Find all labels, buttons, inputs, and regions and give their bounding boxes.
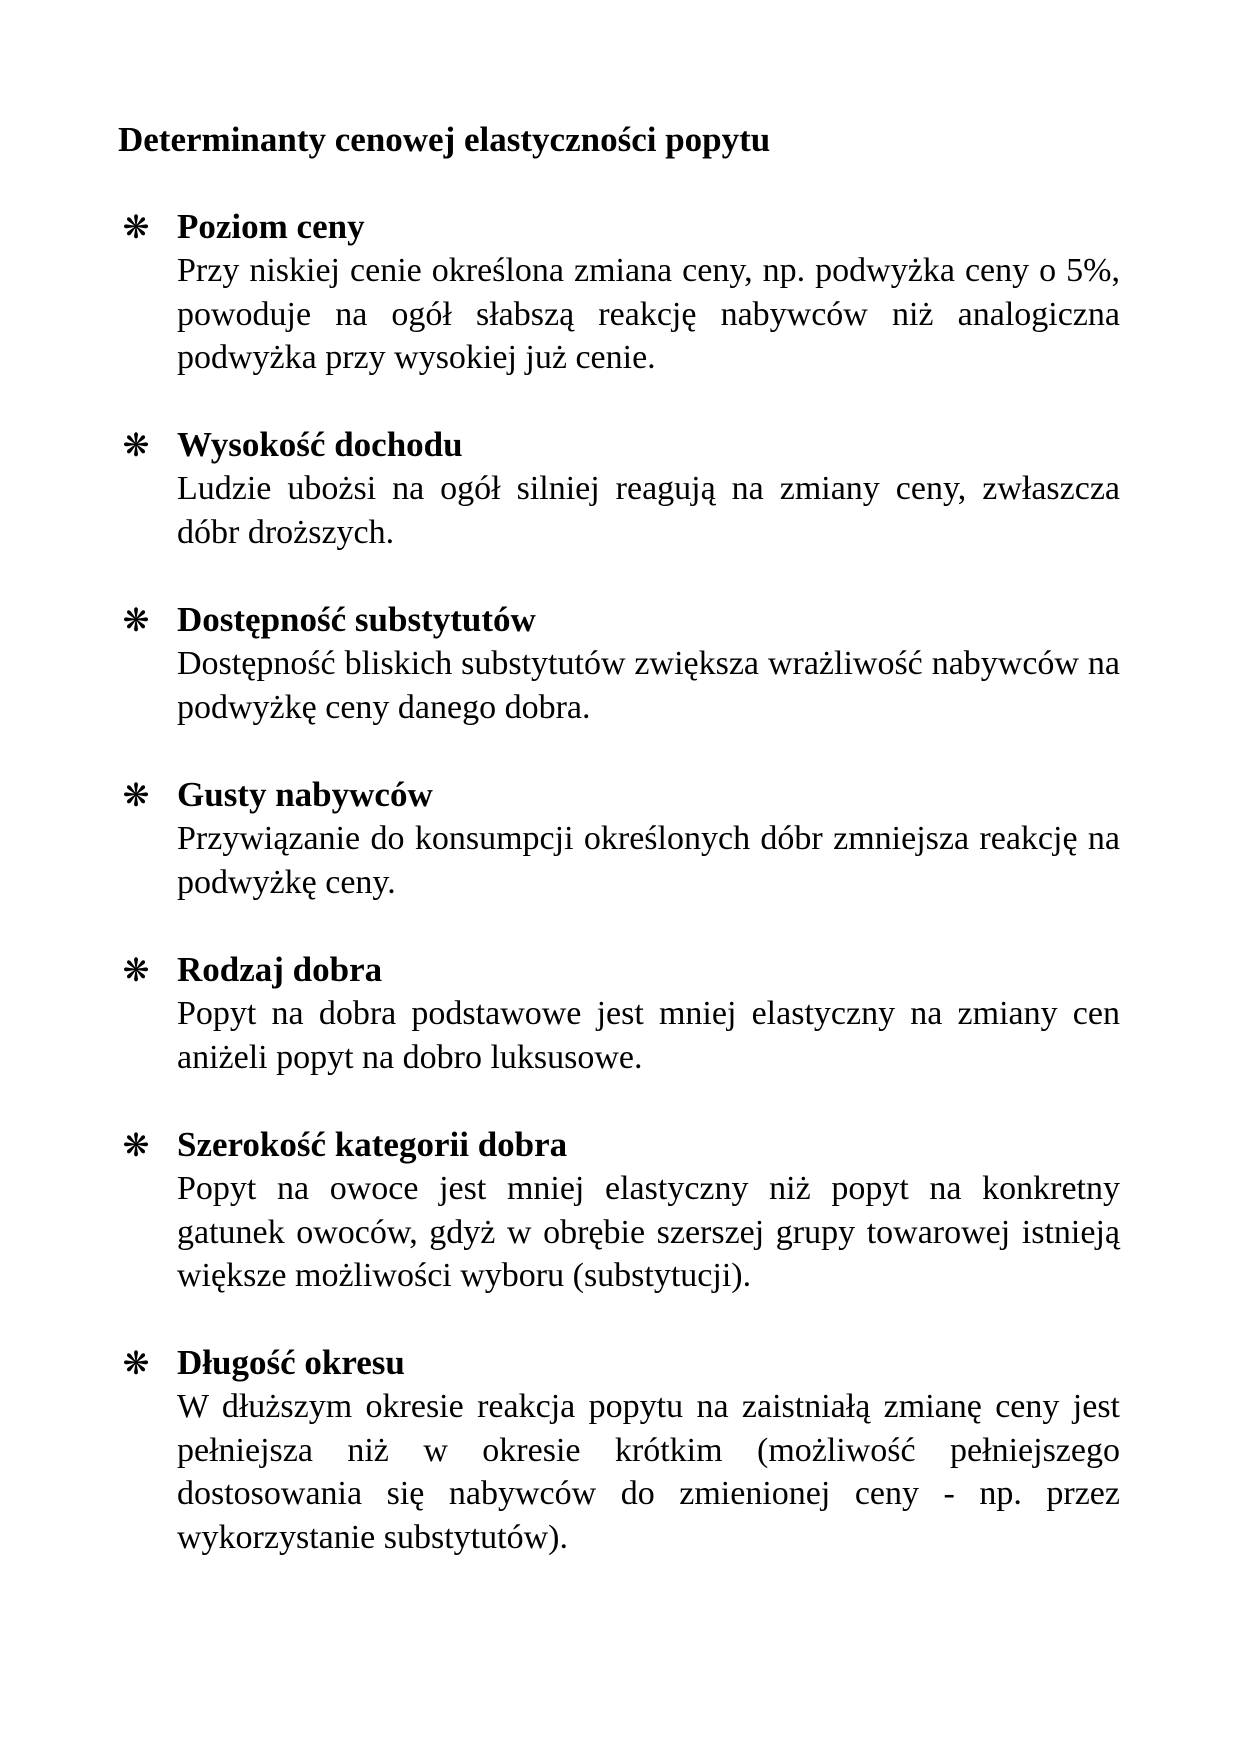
section-heading: Rodzaj dobra xyxy=(177,950,383,989)
section-heading: Szerokość kategorii dobra xyxy=(177,1125,568,1164)
asterisk-snowflake-icon: ❋ xyxy=(122,952,150,988)
section-text: Przy niskiej cenie określona zmiana ceny, np. podwyżka ceny o 5%, powoduje na ogół słabszą reakcję nabywców niż analogiczna podwyżka przy wysokiej już cenie. xyxy=(177,252,1120,376)
section-text: Popyt na owoce jest mniej elastyczny niż popyt na konkretny gatunek owoców, gdyż w obrębie szerszej grupy towarowej istnieją większe możliwości wyboru (substytucji). xyxy=(177,1170,1120,1294)
asterisk-snowflake-icon: ❋ xyxy=(122,209,150,245)
section-heading: Poziom ceny xyxy=(177,207,365,246)
document-title: Determinanty cenowej elastyczności popytu xyxy=(118,120,771,159)
section-text: Przywiązanie do konsumpcji określonych dóbr zmniejsza reakcję na podwyżkę ceny. xyxy=(177,820,1120,901)
section-text: W dłuższym okresie reakcja popytu na zaistniałą zmianę ceny jest pełniejsza niż w okresie krótkim (możliwość pełniejszego dostosowania się nabywców do zmienionej ceny - np. przez wykorzystanie substytutów). xyxy=(177,1388,1120,1556)
asterisk-snowflake-icon: ❋ xyxy=(122,602,150,638)
section-heading: Wysokość dochodu xyxy=(177,425,463,464)
asterisk-snowflake-icon: ❋ xyxy=(122,1127,150,1163)
section-heading: Gusty nabywców xyxy=(177,775,433,814)
section-text: Ludzie ubożsi na ogół silniej reagują na zmiany ceny, zwłaszcza dóbr droższych. xyxy=(177,470,1120,551)
section-text: Popyt na dobra podstawowe jest mniej elastyczny na zmiany cen aniżeli popyt na dobro luksusowe. xyxy=(177,995,1120,1076)
section-text: Dostępność bliskich substytutów zwiększa wrażliwość nabywców na podwyżkę ceny danego dobra. xyxy=(177,645,1120,726)
section-heading: Dostępność substytutów xyxy=(177,600,536,639)
asterisk-snowflake-icon: ❋ xyxy=(122,1345,150,1381)
section-heading: Długość okresu xyxy=(177,1343,405,1382)
asterisk-snowflake-icon: ❋ xyxy=(122,777,150,813)
asterisk-snowflake-icon: ❋ xyxy=(122,427,150,463)
